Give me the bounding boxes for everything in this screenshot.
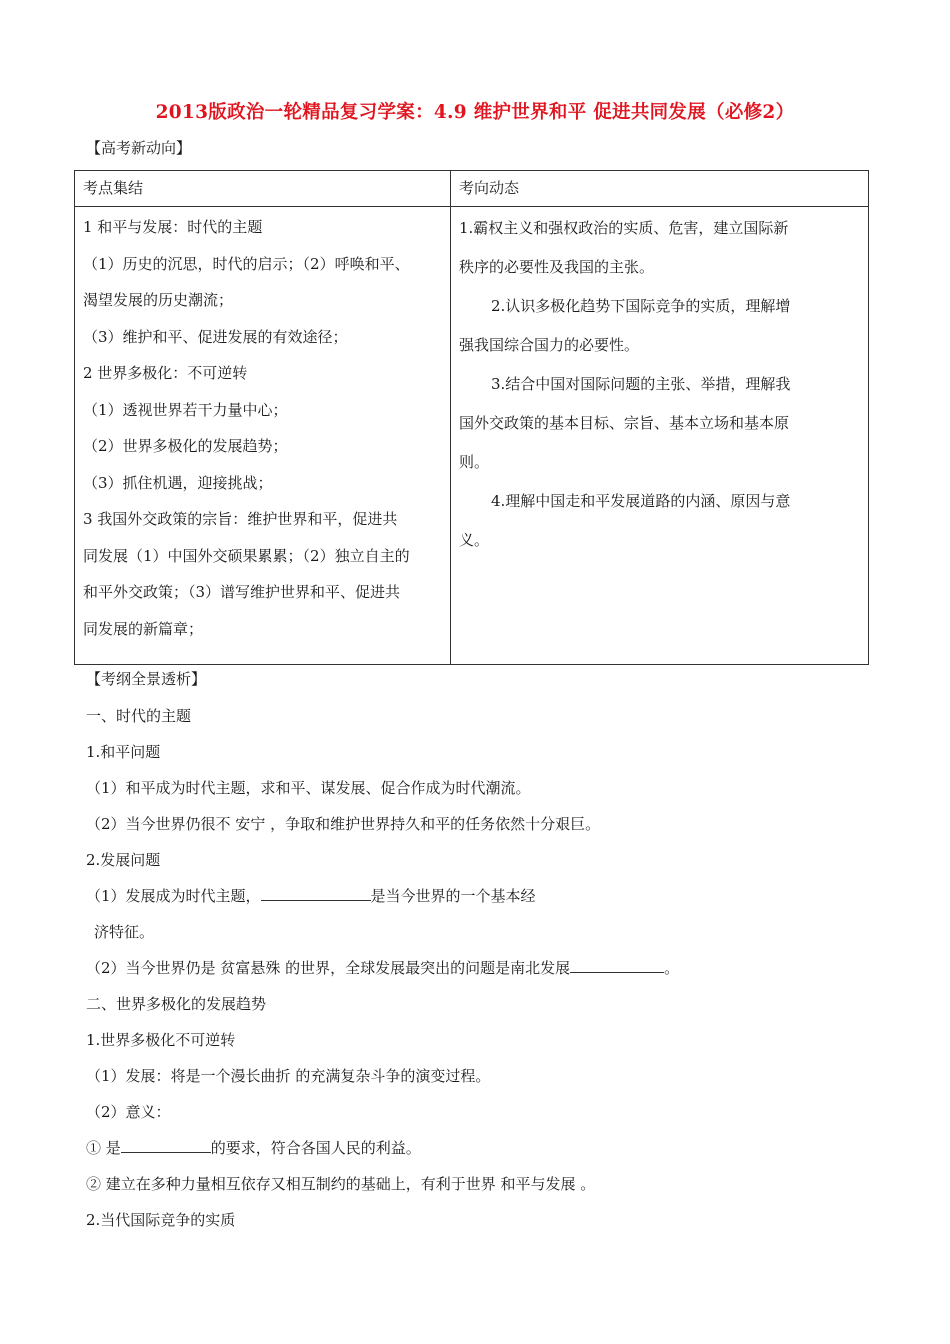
paragraph: 济特征。 [94, 923, 155, 941]
paragraph-text: 。 [664, 959, 680, 977]
col1-line: （1）历史的沉思，时代的启示；（2）呼唤和平、 [83, 254, 410, 273]
col2-header: 考向动态 [451, 171, 869, 207]
fill-blank[interactable] [121, 1138, 211, 1153]
paragraph: （1）发展：将是一个漫长曲折 的充满复杂斗争的演变过程。 [86, 1067, 491, 1085]
col2-line: 2.认识多极化趋势下国际竞争的实质，理解增 [491, 297, 791, 315]
paragraph: （2）意义： [86, 1103, 171, 1121]
exam-table [74, 170, 869, 665]
paragraph-text: 是当今世界的一个基本经 [370, 887, 536, 905]
page-title: 2013版政治一轮精品复习学案：4.9 维护世界和平 促进共同发展（必修2） [155, 102, 795, 123]
col1-line: 渴望发展的历史潮流； [83, 291, 234, 309]
fill-blank[interactable] [261, 886, 371, 901]
paragraph-with-blank [86, 957, 679, 978]
paragraph: （1）和平成为时代主题，求和平、谋发展、促合作成为时代潮流。 [86, 779, 531, 797]
col1-line: 同发展的新篇章； [83, 619, 204, 638]
table-body-row [75, 207, 869, 665]
paragraph-text: ① 是 [86, 1139, 121, 1157]
col1-line: 同发展（1）中国外交硕果累累；（2）独立自主的 [83, 546, 410, 565]
col1-line: （3）抓住机遇，迎接挑战； [83, 473, 273, 492]
paragraph-text: （1）发展成为时代主题， [86, 887, 261, 905]
col1-line: 2 世界多极化：不可逆转 [83, 364, 248, 382]
table-header-row [75, 171, 869, 207]
col1-content [75, 207, 451, 665]
col1-header: 考点集结 [75, 171, 451, 207]
subheading-development: 2.发展问题 [86, 851, 161, 869]
section-label-analysis: 【考纲全景透析】 [86, 670, 207, 688]
col2-line: 4.理解中国走和平发展道路的内涵、原因与意 [491, 492, 791, 510]
subheading-peace: 1.和平问题 [86, 743, 161, 761]
paragraph-text: 的要求，符合各国人民的利益。 [210, 1139, 421, 1157]
col2-line: 强我国综合国力的必要性。 [459, 336, 640, 354]
col2-line: 3.结合中国对国际问题的主张、举措，理解我 [491, 375, 791, 393]
heading-multipolarization: 二、世界多极化的发展趋势 [86, 995, 267, 1013]
paragraph-with-blank [86, 885, 536, 906]
col2-line: 国外交政策的基本目标、宗旨、基本立场和基本原 [459, 414, 790, 432]
paragraph-text: （2）当今世界仍是 贫富悬殊 的世界，全球发展最突出的问题是南北发展 [86, 959, 571, 977]
heading-era-theme: 一、时代的主题 [86, 707, 192, 725]
paragraph: ② 建立在多种力量相互依存又相互制约的基础上，有利于世界 和平与发展 。 [86, 1175, 596, 1193]
col1-line: 和平外交政策；（3）谱写维护世界和平、促进共 [83, 583, 401, 601]
section-label-trends: 【高考新动向】 [86, 139, 192, 157]
col1-line: 3 我国外交政策的宗旨：维护世界和平，促进共 [83, 510, 398, 528]
col1-line: 1 和平与发展：时代的主题 [83, 218, 263, 236]
paragraph: （2）当今世界仍很不 安宁 ，争取和维护世界持久和平的任务依然十分艰巨。 [86, 815, 601, 833]
col2-line: 则。 [459, 453, 490, 471]
col1-line: （3）维护和平、促进发展的有效途径； [83, 327, 348, 346]
subheading-irreversible: 1.世界多极化不可逆转 [86, 1031, 236, 1049]
paragraph-with-blank [86, 1137, 421, 1158]
fill-blank[interactable] [570, 958, 664, 973]
col2-line: 秩序的必要性及我国的主张。 [459, 258, 655, 276]
col1-line: （1）透视世界若干力量中心； [83, 400, 288, 419]
subheading-competition: 2.当代国际竞争的实质 [86, 1211, 236, 1229]
col2-line: 义。 [459, 531, 490, 549]
col2-line: 1.霸权主义和强权政治的实质、危害，建立国际新 [459, 219, 789, 237]
col1-line: （2）世界多极化的发展趋势； [83, 437, 288, 455]
col2-content [451, 207, 869, 665]
